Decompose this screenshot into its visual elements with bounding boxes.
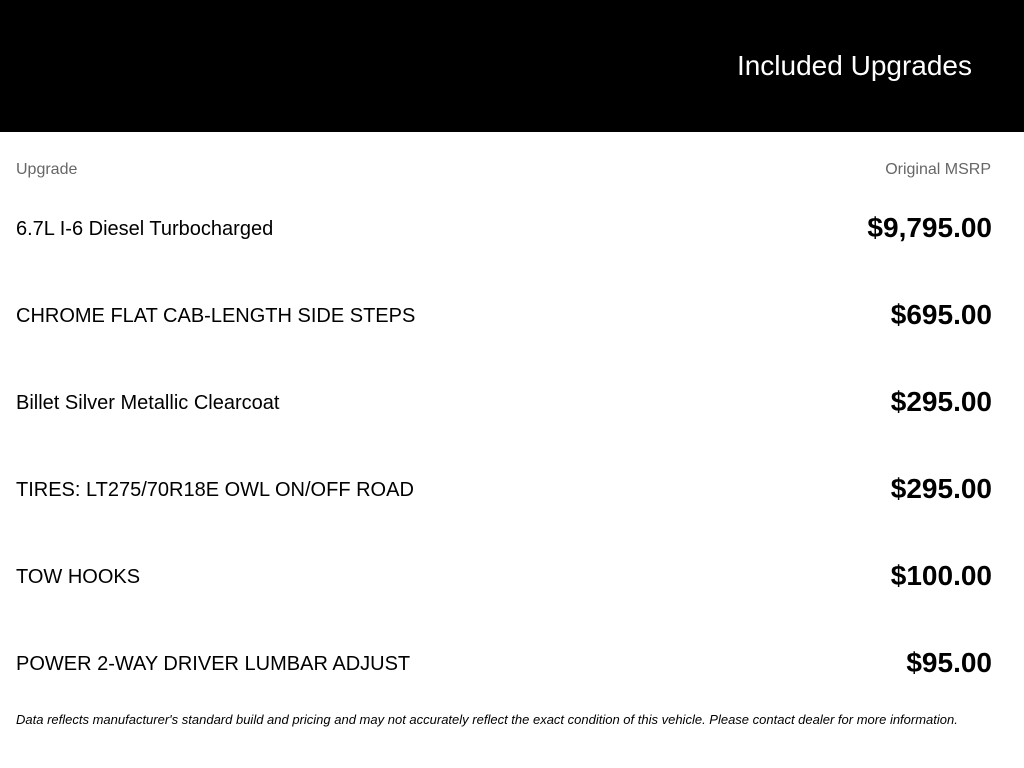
upgrade-name: TIRES: LT275/70R18E OWL ON/OFF ROAD <box>16 479 414 501</box>
upgrade-price: $695.00 <box>890 299 992 330</box>
upgrade-name: CHROME FLAT CAB-LENGTH SIDE STEPS <box>16 305 416 327</box>
upgrade-name: Billet Silver Metallic Clearcoat <box>16 392 280 414</box>
column-header-msrp: Original MSRP <box>885 161 991 178</box>
column-header-upgrade: Upgrade <box>16 161 78 178</box>
upgrades-list <box>0 185 1024 707</box>
upgrade-price: $95.00 <box>906 647 992 678</box>
upgrade-name: POWER 2-WAY DRIVER LUMBAR ADJUST <box>16 653 411 675</box>
page-title: Included Upgrades <box>736 50 972 81</box>
upgrade-row <box>0 272 1024 359</box>
upgrade-name: TOW HOOKS <box>16 566 141 588</box>
upgrade-row <box>0 446 1024 533</box>
upgrade-name: 6.7L I-6 Diesel Turbocharged <box>16 218 274 240</box>
upgrade-row <box>0 359 1024 446</box>
disclaimer-text: Data reflects manufacturer's standard build and pricing and may not accurately reflect the exact condition of this vehicle. Please contact dealer for more information. <box>16 712 958 727</box>
upgrade-price: $9,795.00 <box>867 212 992 243</box>
upgrade-row <box>0 533 1024 620</box>
upgrade-row <box>0 620 1024 707</box>
header-bar <box>0 0 1024 132</box>
upgrade-price: $295.00 <box>890 473 992 504</box>
upgrade-price: $295.00 <box>890 386 992 417</box>
upgrade-row <box>0 185 1024 272</box>
upgrade-price: $100.00 <box>890 560 992 591</box>
